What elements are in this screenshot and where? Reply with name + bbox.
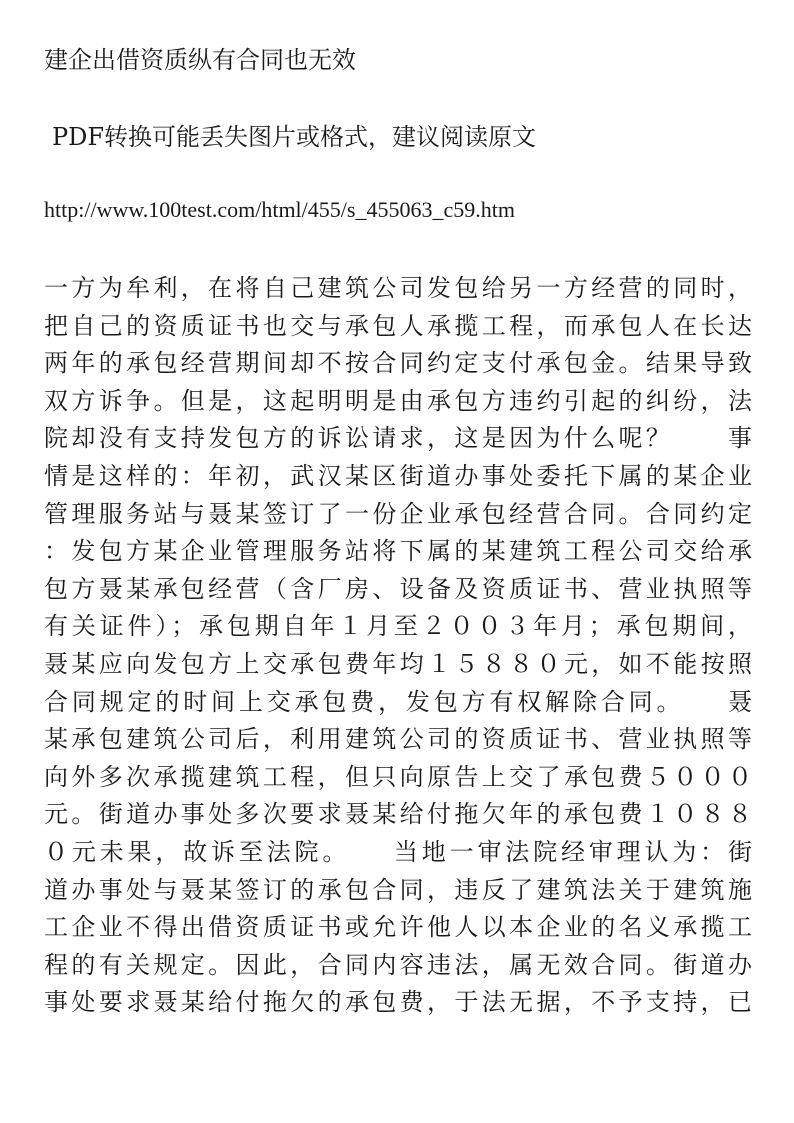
body-line: 包方聂某承包经营（含厂房、设备及资质证书、营业执照等 <box>44 574 752 603</box>
article-body <box>44 270 752 1022</box>
body-line: 情是这样的：年初，武汉某区街道办事处委托下属的某企业 <box>44 461 752 490</box>
body-line: 把自己的资质证书也交与承包人承揽工程，而承包人在长达 <box>44 311 752 340</box>
body-line: 道办事处与聂某签订的承包合同，违反了建筑法关于建筑施 <box>44 875 752 904</box>
body-line: 双方诉争。但是，这起明明是由承包方违约引起的纠纷，法 <box>44 386 752 415</box>
body-line: 元。街道办事处多次要求聂某给付拖欠年的承包费１０８８ <box>44 800 752 829</box>
conversion-notice: PDF转换可能丢失图片或格式，建议阅读原文 <box>52 123 537 151</box>
body-line: ０元未果，故诉至法院。 当地一审法院经审理认为：街 <box>44 837 752 866</box>
body-line: 程的有关规定。因此，合同内容违法，属无效合同。街道办 <box>44 950 752 979</box>
body-line: 工企业不得出借资质证书或允许他人以本企业的名义承揽工 <box>44 913 752 942</box>
body-line: 某承包建筑公司后，利用建筑公司的资质证书、营业执照等 <box>44 725 752 754</box>
body-line: 有关证件）；承包期自年１月至２００３年月；承包期间， <box>44 612 752 641</box>
body-line: 管理服务站与聂某签订了一份企业承包经营合同。合同约定 <box>44 499 752 528</box>
body-line: 向外多次承揽建筑工程，但只向原告上交了承包费５０００ <box>44 762 752 791</box>
body-line: 聂某应向发包方上交承包费年均１５８８０元，如不能按照 <box>44 649 752 678</box>
body-line: 两年的承包经营期间却不按合同约定支付承包金。结果导致 <box>44 349 752 378</box>
body-line: ：发包方某企业管理服务站将下属的某建筑工程公司交给承 <box>44 537 752 566</box>
body-line: 合同规定的时间上交承包费，发包方有权解除合同。 聂 <box>44 687 752 716</box>
body-line: 事处要求聂某给付拖欠的承包费，于法无据，不予支持，已 <box>44 988 752 1017</box>
document-title: 建企出借资质纵有合同也无效 <box>44 46 356 74</box>
body-line: 一方为牟利，在将自己建筑公司发包给另一方经营的同时， <box>44 274 752 302</box>
body-line: 院却没有支持发包方的诉讼请求，这是因为什么呢？ 事 <box>44 424 752 453</box>
source-url: http://www.100test.com/html/455/s_455063_c59.htm <box>44 197 515 222</box>
